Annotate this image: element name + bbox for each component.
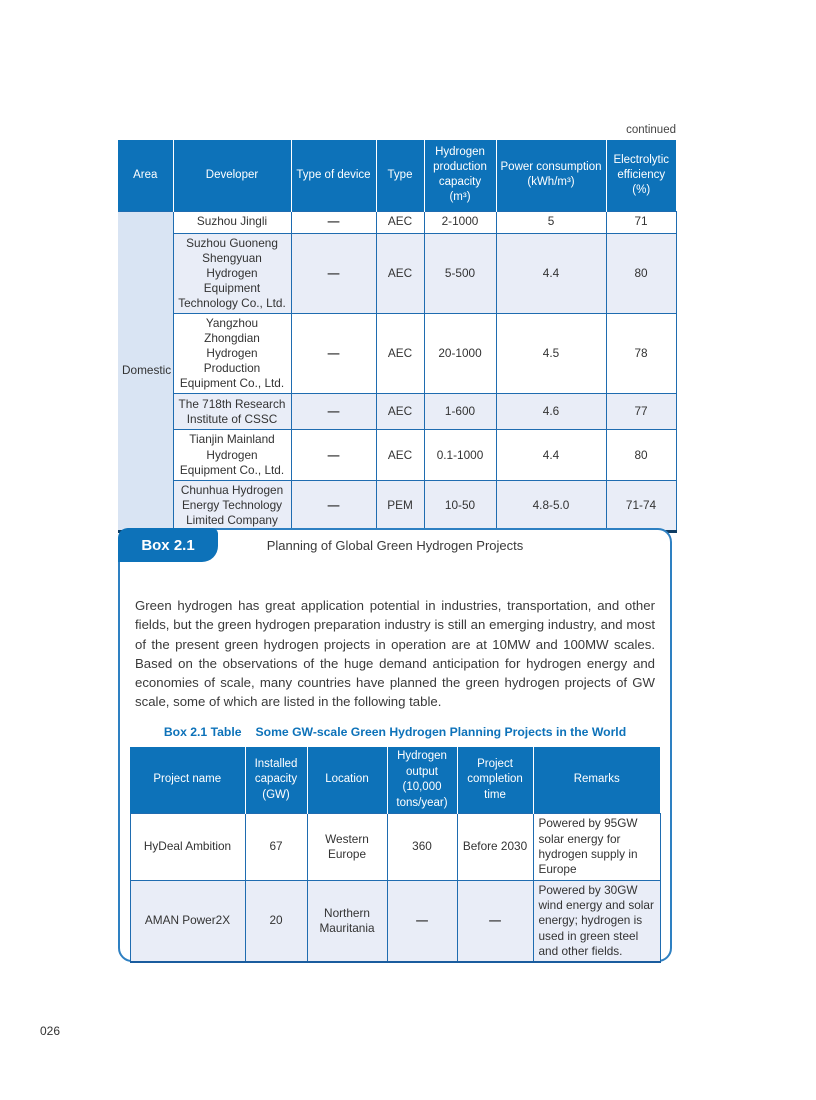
box-paragraph: Green hydrogen has great application potential in industries, transportation, and other fields, but the green hydrogen preparation industry is still an emerging industry, and most of the present green hydrogen projects in operation are at 10MW and 100MW scales. Based on the observations of the huge demand anticipation for hydrogen energy and economies of scale, many countries have planned the green hydrogen projects of GW scale, some of which are listed in the following table. — [135, 598, 655, 710]
cell-developer: Suzhou Jingli — [173, 211, 291, 233]
column-header-device: Type of device — [291, 140, 376, 211]
table-row — [130, 880, 660, 962]
box-table-caption — [120, 725, 670, 739]
cell-device: — — [291, 233, 376, 313]
cell-capacity: 0.1-1000 — [424, 430, 496, 480]
projects-table — [130, 747, 661, 963]
cell-efficiency: 71-74 — [606, 480, 676, 531]
cell-developer: The 718th Research Institute of CSSC — [173, 394, 291, 430]
cell-type: AEC — [376, 313, 424, 393]
column-header-type: Type — [376, 140, 424, 211]
cell-device: — — [291, 211, 376, 233]
cell-type: AEC — [376, 211, 424, 233]
cell-type: AEC — [376, 233, 424, 313]
column-header-installed-capacity: Installed capacity (GW) — [245, 747, 307, 814]
box-table-caption-prefix: Box 2.1 Table — [163, 724, 242, 739]
cell-output: 360 — [387, 814, 457, 880]
column-header-power: Power consumption (kWh/m³) — [496, 140, 606, 211]
cell-capacity: 10-50 — [424, 480, 496, 531]
cell-efficiency: 80 — [606, 233, 676, 313]
table-header-row — [118, 140, 676, 211]
table-row — [130, 814, 660, 880]
cell-completion: Before 2030 — [457, 814, 533, 880]
cell-developer: Chunhua Hydrogen Energy Technology Limited Company — [173, 480, 291, 531]
box-2-1 — [118, 528, 672, 962]
cell-power: 4.5 — [496, 313, 606, 393]
cell-efficiency: 71 — [606, 211, 676, 233]
cell-project-name: AMAN Power2X — [130, 880, 245, 962]
box-tab-label: Box 2.1 — [141, 536, 195, 554]
area-cell: Domestic — [118, 211, 173, 532]
column-header-output: Hydrogen output (10,000 tons/year) — [387, 747, 457, 814]
table-row — [118, 394, 676, 430]
cell-capacity: 1-600 — [424, 394, 496, 430]
table-row — [118, 233, 676, 313]
cell-power: 4.8-5.0 — [496, 480, 606, 531]
cell-efficiency: 80 — [606, 430, 676, 480]
cell-device: — — [291, 394, 376, 430]
cell-capacity: 5-500 — [424, 233, 496, 313]
column-header-developer: Developer — [173, 140, 291, 211]
column-header-completion: Project completion time — [457, 747, 533, 814]
cell-type: AEC — [376, 394, 424, 430]
cell-capacity: 2-1000 — [424, 211, 496, 233]
cell-location: Northern Mauritania — [307, 880, 387, 962]
continued-label: continued — [626, 124, 676, 136]
cell-device: — — [291, 480, 376, 531]
cell-remarks: Powered by 95GW solar energy for hydrogen supply in Europe — [533, 814, 660, 880]
cell-device: — — [291, 430, 376, 480]
cell-capacity: 20-1000 — [424, 313, 496, 393]
cell-output: — — [387, 880, 457, 962]
box-title: Planning of Global Green Hydrogen Projects — [266, 538, 524, 553]
column-header-capacity: Hydrogen production capacity (m³) — [424, 140, 496, 211]
cell-developer: Tianjin Mainland Hydrogen Equipment Co., Ltd. — [173, 430, 291, 480]
column-header-efficiency: Electrolytic efficiency (%) — [606, 140, 676, 211]
cell-efficiency: 78 — [606, 313, 676, 393]
cell-power: 4.4 — [496, 233, 606, 313]
table-header-row — [130, 747, 660, 814]
cell-developer: Suzhou Guoneng Shengyuan Hydrogen Equipment Technology Co., Ltd. — [173, 233, 291, 313]
cell-capacity: 67 — [245, 814, 307, 880]
column-header-project: Project name — [130, 747, 245, 814]
electrolyzer-table — [118, 140, 677, 533]
cell-power: 5 — [496, 211, 606, 233]
cell-efficiency: 77 — [606, 394, 676, 430]
cell-remarks: Powered by 30GW wind energy and solar energy; hydrogen is used in green steel and other fields. — [533, 880, 660, 962]
cell-capacity: 20 — [245, 880, 307, 962]
cell-completion: — — [457, 880, 533, 962]
cell-location: Western Europe — [307, 814, 387, 880]
cell-device: — — [291, 313, 376, 393]
column-header-area: Area — [118, 140, 173, 211]
column-header-location: Location — [307, 747, 387, 814]
cell-power: 4.6 — [496, 394, 606, 430]
box-table-caption-text: Some GW-scale Green Hydrogen Planning Projects in the World — [255, 724, 627, 739]
table-row — [118, 211, 676, 233]
cell-type: AEC — [376, 430, 424, 480]
table-row — [118, 313, 676, 393]
cell-project-name: HyDeal Ambition — [130, 814, 245, 880]
cell-type: PEM — [376, 480, 424, 531]
column-header-remarks: Remarks — [533, 747, 660, 814]
cell-power: 4.4 — [496, 430, 606, 480]
page-number: 026 — [40, 1024, 61, 1038]
table-row — [118, 430, 676, 480]
table-row — [118, 480, 676, 531]
cell-developer: Yangzhou Zhongdian Hydrogen Production Equipment Co., Ltd. — [173, 313, 291, 393]
